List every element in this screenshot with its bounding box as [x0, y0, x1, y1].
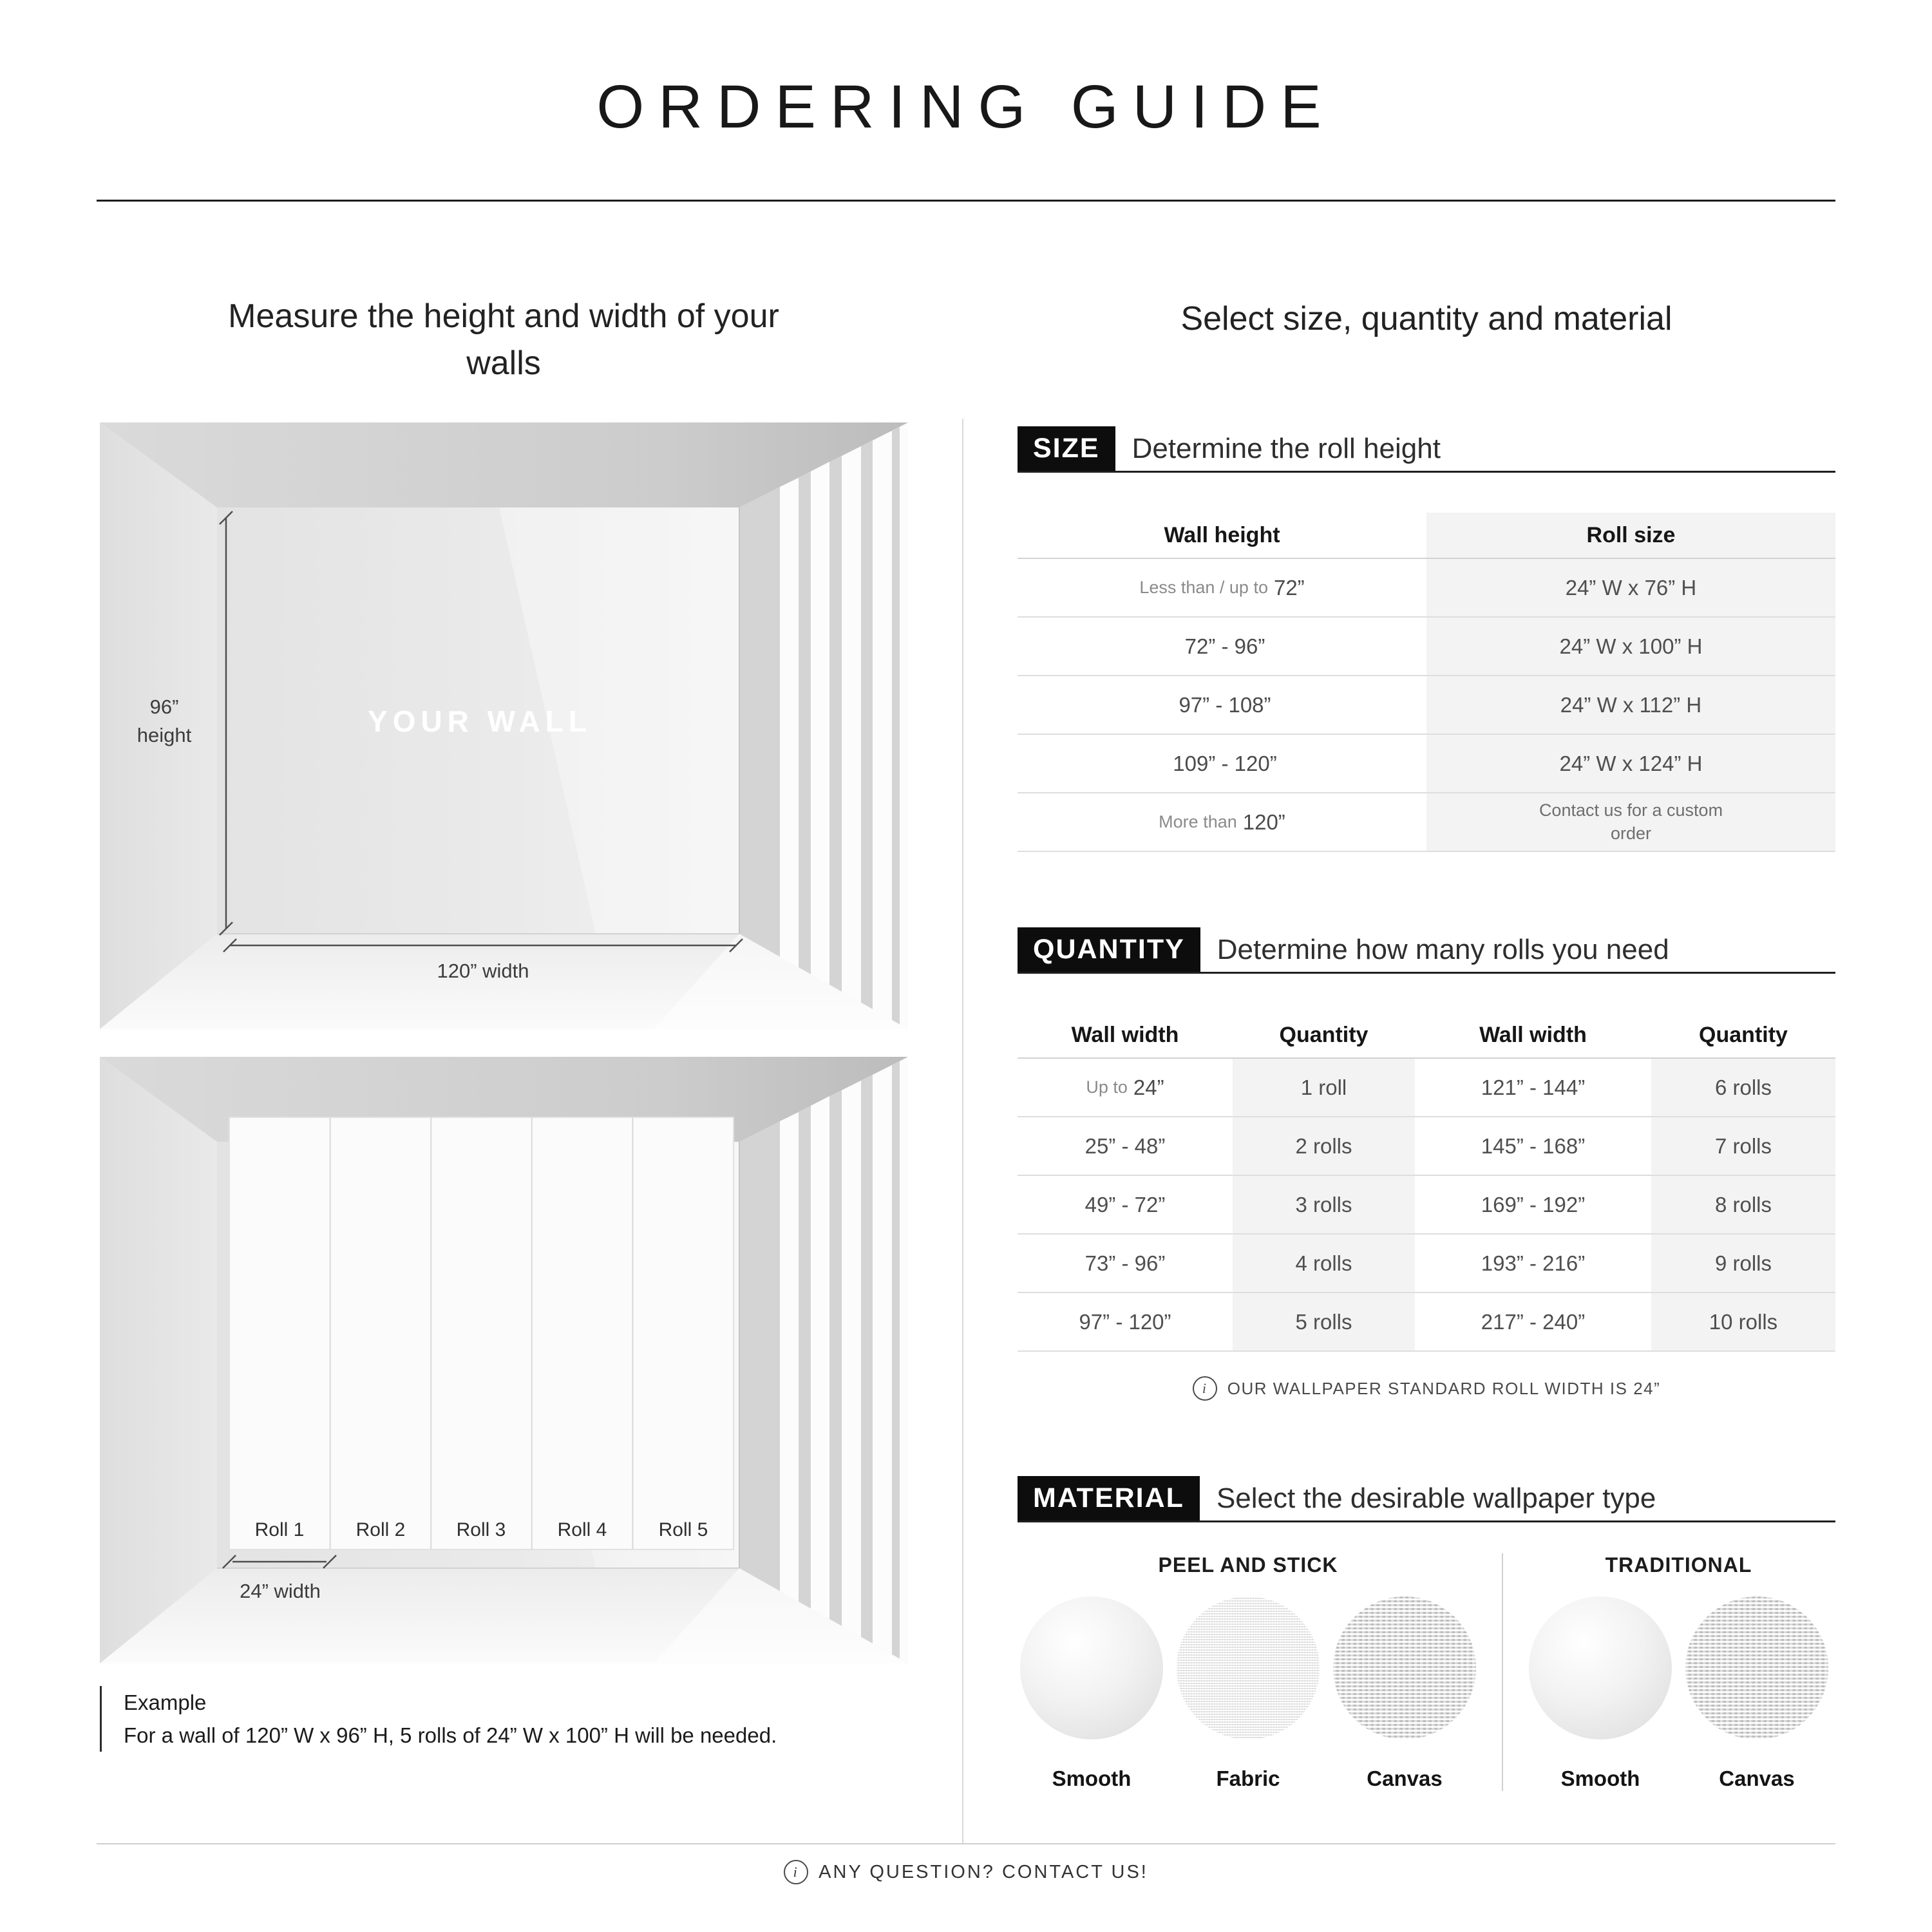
material-badge: MATERIAL	[1018, 1476, 1200, 1520]
window-pane	[811, 462, 829, 985]
standard-roll-width-note	[1018, 1376, 1835, 1401]
custom-order-note: Contact us for a custom order	[1539, 800, 1723, 843]
qty-col-quantity-2: Quantity	[1651, 1012, 1835, 1059]
peel-and-stick-group	[1020, 1553, 1476, 1791]
footer-divider	[97, 1843, 1835, 1844]
size-section	[1018, 426, 1835, 852]
swatch-label: Fabric	[1216, 1766, 1280, 1790]
window-pane	[900, 1057, 908, 1663]
qty-quantity: 1 roll	[1233, 1059, 1415, 1117]
size-row-roll-size: 24” W x 112” H	[1426, 676, 1835, 735]
size-col-roll-size: Roll size	[1426, 513, 1835, 559]
swatch-label: Smooth	[1560, 1766, 1640, 1790]
size-table	[1018, 513, 1835, 852]
swatch-label: Canvas	[1367, 1766, 1443, 1790]
qty-wall-width: 49” - 72”	[1018, 1176, 1233, 1235]
size-row-wall-height	[1018, 735, 1426, 793]
your-wall-label: YOUR WALL	[368, 705, 592, 738]
peel-and-stick-label: PEEL AND STICK	[1158, 1553, 1338, 1577]
swatch-item-canvas	[1333, 1596, 1476, 1791]
wall-height-value: 120”	[1242, 810, 1285, 834]
traditional-label: TRADITIONAL	[1605, 1553, 1752, 1577]
wallpaper-rolls	[229, 1117, 734, 1549]
swatch-label: Smooth	[1052, 1766, 1132, 1790]
swatch-item-smooth	[1020, 1596, 1163, 1791]
note-text: OUR WALLPAPER STANDARD ROLL WIDTH IS 24”	[1227, 1378, 1661, 1398]
qty-wall-width: 145” - 168”	[1415, 1117, 1651, 1176]
room-illustration-your-wall	[100, 422, 908, 1029]
roll-label: Roll 4	[557, 1519, 607, 1540]
material-group-divider	[1502, 1553, 1503, 1791]
swatch-label: Canvas	[1719, 1766, 1795, 1790]
height-word-label: height	[137, 724, 192, 746]
page-title: ORDERING GUIDE	[596, 73, 1336, 141]
quantity-section	[1018, 927, 1835, 1401]
swatch-item-smooth	[1529, 1596, 1672, 1791]
window-pane	[900, 422, 908, 1029]
wall-width-prefix: Up to	[1086, 1077, 1128, 1097]
qty-quantity: 10 rolls	[1651, 1293, 1835, 1352]
roll-label: Roll 2	[355, 1519, 406, 1540]
window-pane	[780, 478, 799, 967]
height-value-label: 96”	[149, 696, 179, 718]
quantity-section-header	[1018, 927, 1835, 974]
size-row-roll-size	[1426, 793, 1835, 852]
qty-quantity: 5 rolls	[1233, 1293, 1415, 1352]
window-pane	[873, 431, 892, 1020]
window-pane	[811, 1096, 829, 1619]
info-icon: i	[1193, 1376, 1217, 1401]
qty-col-wall-width-1: Wall width	[1018, 1012, 1233, 1059]
material-section	[1018, 1476, 1835, 1791]
wall-width-value: 24”	[1133, 1075, 1164, 1099]
swatch-item-fabric	[1177, 1596, 1320, 1791]
qty-wall-width: 121” - 144”	[1415, 1059, 1651, 1117]
size-col-wall-height: Wall height	[1018, 513, 1426, 559]
qty-quantity: 6 rolls	[1651, 1059, 1835, 1117]
smooth-texture-swatch	[1020, 1596, 1163, 1739]
measure-heading: Measure the height and width of your walls	[228, 298, 779, 382]
qty-col-quantity-1: Quantity	[1233, 1012, 1415, 1059]
size-section-heading: Determine the roll height	[1132, 432, 1441, 464]
window-pane	[842, 1081, 861, 1637]
size-row-roll-size: 24” W x 100” H	[1426, 618, 1835, 676]
qty-wall-width: 193” - 216”	[1415, 1235, 1651, 1293]
material-options	[1018, 1553, 1835, 1791]
qty-quantity: 4 rolls	[1233, 1235, 1415, 1293]
size-row-wall-height	[1018, 793, 1426, 852]
select-heading: Select size, quantity and material	[1180, 300, 1672, 337]
wall-height-value: 109” - 120”	[1173, 751, 1277, 775]
qty-wall-width: 97” - 120”	[1018, 1293, 1233, 1352]
room-illustration-rolls	[100, 1057, 908, 1663]
qty-wall-width: 217” - 240”	[1415, 1293, 1651, 1352]
quantity-badge: QUANTITY	[1018, 927, 1200, 972]
qty-quantity: 3 rolls	[1233, 1176, 1415, 1235]
qty-quantity: 8 rolls	[1651, 1176, 1835, 1235]
example-text: For a wall of 120” W x 96” H, 5 rolls of 24” W x 100” H will be needed.	[124, 1723, 777, 1748]
swatch-item-canvas	[1685, 1596, 1828, 1791]
size-row-wall-height	[1018, 618, 1426, 676]
roll-label: Roll 3	[456, 1519, 506, 1540]
example-label: Example	[124, 1690, 207, 1714]
left-wall	[100, 1057, 217, 1663]
qty-wall-width: 73” - 96”	[1018, 1235, 1233, 1293]
qty-wall-width: 25” - 48”	[1018, 1117, 1233, 1176]
wall-height-value: 72”	[1273, 575, 1305, 600]
window-pane	[873, 1065, 892, 1654]
fabric-texture-swatch	[1177, 1596, 1320, 1739]
material-section-heading: Select the desirable wallpaper type	[1216, 1482, 1656, 1514]
size-row-wall-height	[1018, 559, 1426, 618]
size-row-roll-size: 24” W x 124” H	[1426, 735, 1835, 793]
size-row-wall-height	[1018, 676, 1426, 735]
qty-wall-width	[1018, 1059, 1233, 1117]
smooth-texture-swatch	[1529, 1596, 1672, 1739]
quantity-table	[1018, 1012, 1835, 1352]
quantity-section-heading: Determine how many rolls you need	[1217, 933, 1669, 965]
size-section-header	[1018, 426, 1835, 473]
example-block	[100, 1686, 832, 1752]
size-badge: SIZE	[1018, 426, 1115, 471]
footer	[0, 1860, 1932, 1884]
qty-col-wall-width-2: Wall width	[1415, 1012, 1651, 1059]
window-pane	[780, 1112, 799, 1602]
footer-text: ANY QUESTION? CONTACT US!	[819, 1861, 1148, 1882]
wall-height-prefix: More than	[1159, 812, 1237, 831]
roll-label: Roll 1	[254, 1519, 305, 1540]
qty-wall-width: 169” - 192”	[1415, 1176, 1651, 1235]
window-pane	[842, 446, 861, 1003]
wall-height-prefix: Less than / up to	[1139, 578, 1268, 597]
qty-quantity: 9 rolls	[1651, 1235, 1835, 1293]
top-divider	[97, 200, 1835, 202]
canvas-texture-swatch	[1333, 1596, 1476, 1739]
canvas-texture-swatch	[1685, 1596, 1828, 1739]
material-section-header	[1018, 1476, 1835, 1522]
width-label: 120” width	[437, 960, 529, 982]
wall-height-value: 97” - 108”	[1179, 692, 1271, 717]
qty-quantity: 7 rolls	[1651, 1117, 1835, 1176]
roll-label: Roll 5	[658, 1519, 708, 1540]
info-icon: i	[784, 1860, 808, 1884]
traditional-group	[1529, 1553, 1828, 1791]
wall-height-value: 72” - 96”	[1184, 634, 1265, 658]
roll-width-label: 24” width	[240, 1580, 321, 1602]
qty-quantity: 2 rolls	[1233, 1117, 1415, 1176]
size-row-roll-size: 24” W x 76” H	[1426, 559, 1835, 618]
column-divider	[962, 419, 963, 1843]
